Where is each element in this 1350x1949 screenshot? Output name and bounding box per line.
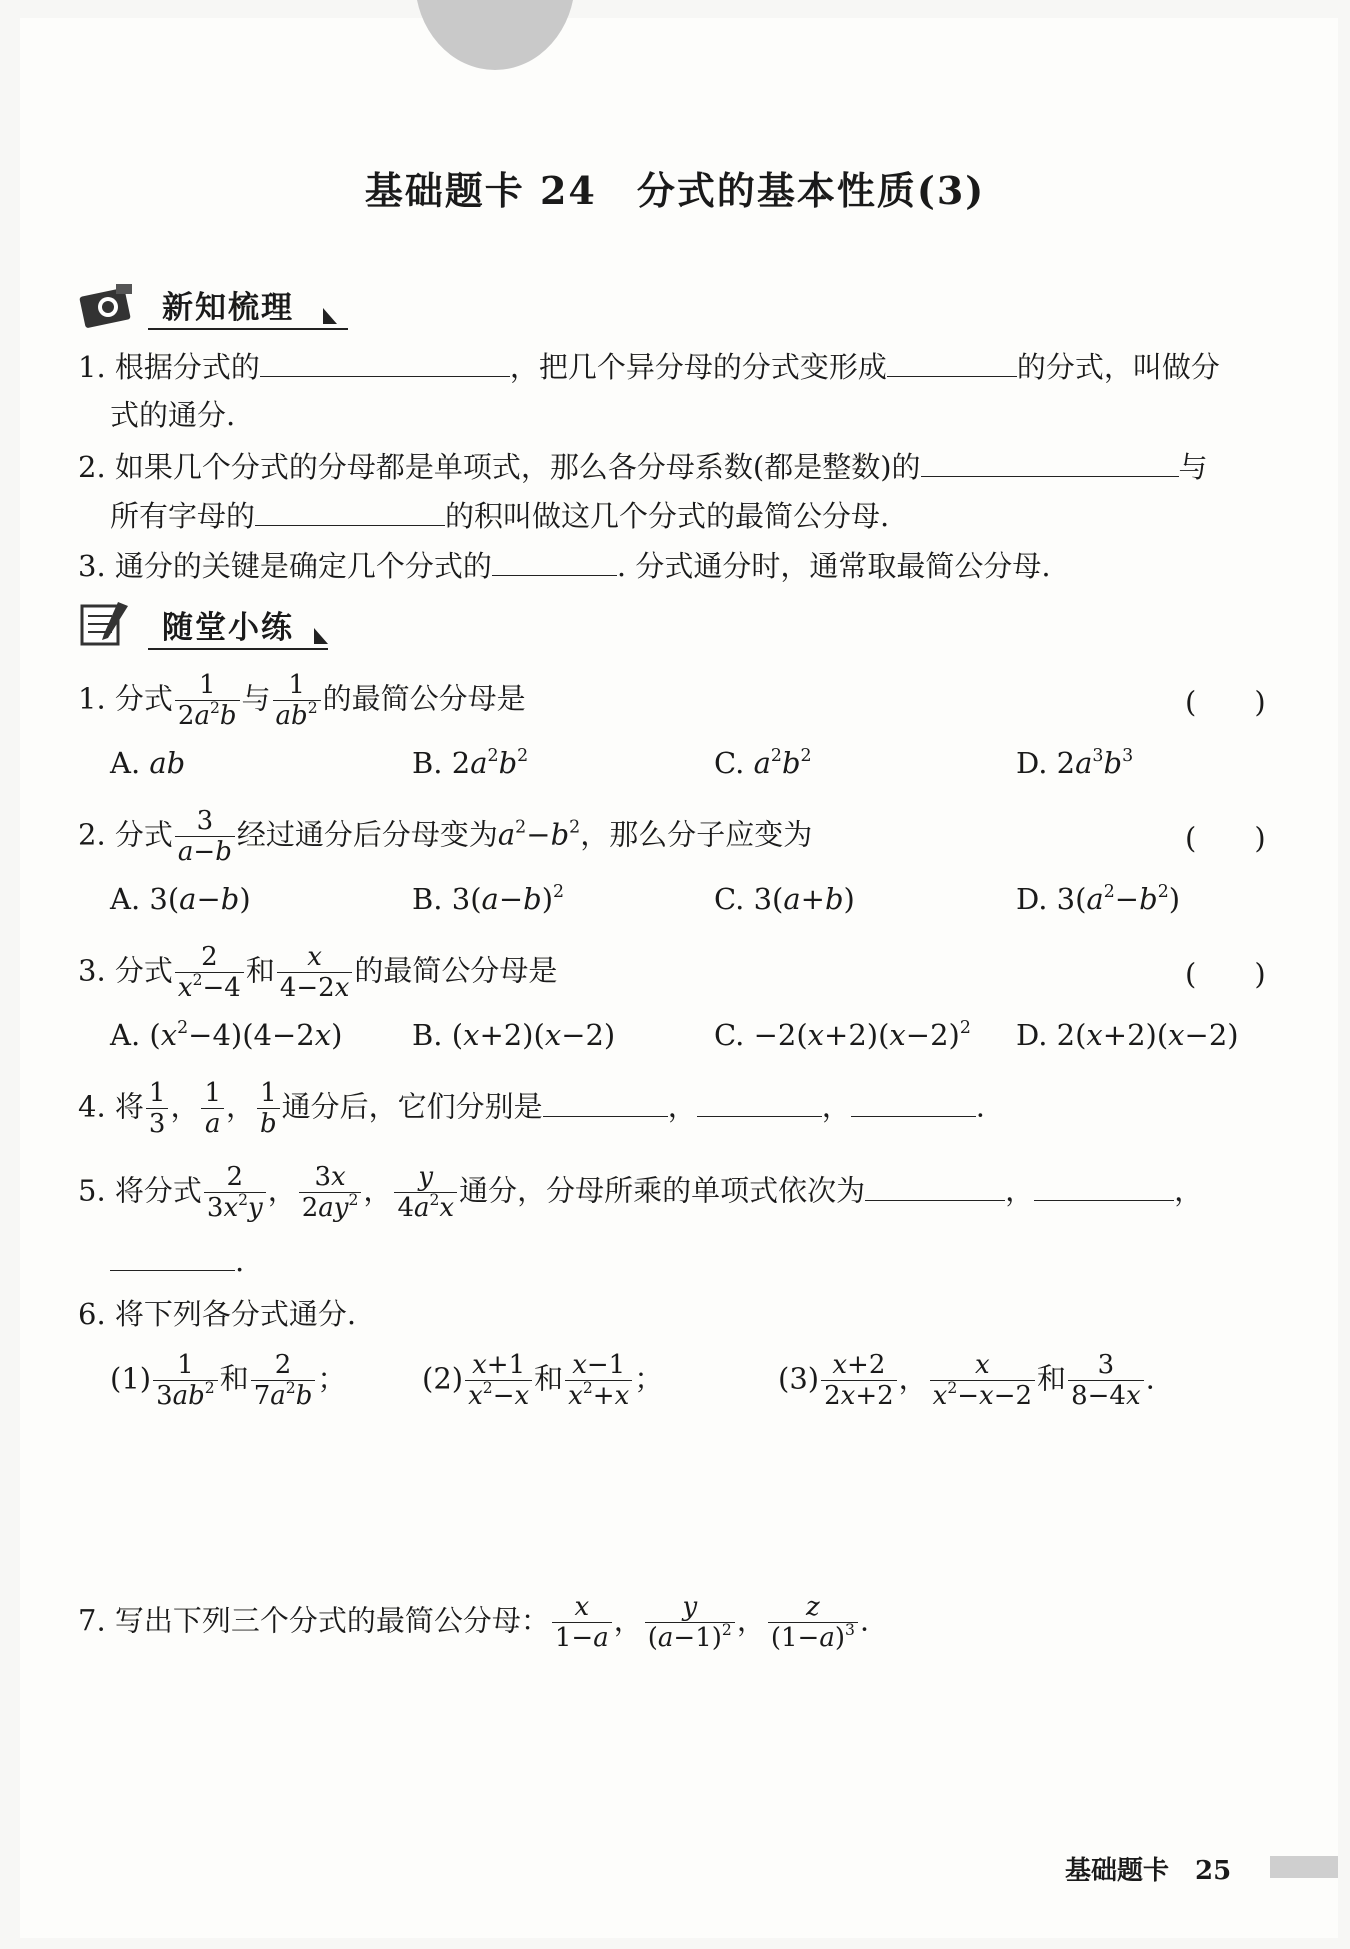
answer-blank[interactable] (865, 1170, 1005, 1201)
option-d[interactable]: D. $2a^3b^3$ (1016, 745, 1134, 780)
answer-blank[interactable] (255, 495, 445, 526)
page-title: 基础题卡 24 分式的基本性质(3) (364, 168, 986, 213)
concept-q1: 1. 根据分式的 ，把几个异分母的分式变形成 的分式，叫做分 (78, 346, 1220, 387)
practice-q5-cont: . (110, 1240, 244, 1281)
option-a[interactable]: A. ab (110, 746, 186, 780)
answer-blank[interactable] (492, 545, 617, 576)
option-b[interactable]: B. (x+2)(x−2) (412, 1018, 616, 1052)
concept-q2: 2. 如果几个分式的分母都是单项式，那么各分母系数(都是整数)的 与 (78, 446, 1208, 487)
option-c[interactable]: C. $-2(x+2)(x-2)^2$ (714, 1017, 971, 1052)
option-b[interactable]: B. $3(a-b)^2$ (412, 881, 565, 916)
practice-q6-part3: (3) $\frac{x+2}{2x+2}$ ， $\frac{x}{x^2-x-2}$ 和 $\frac{3}{8-4x}$ . (778, 1350, 1155, 1411)
practice-q2: 2. 分式 $\frac{3}{a-b}$ 经过通分后分母变为$a^2-b^2$，那么分子应变为 (78, 806, 813, 867)
footer-bar (1270, 1856, 1338, 1878)
answer-bracket[interactable]: ( ) (1185, 957, 1266, 991)
practice-q4: 4. 将 $\frac{1}{3}$ ， $\frac{1}{a}$ ， $\frac{1}{b}$ 通分后，它们分别是 ， ， . (78, 1078, 985, 1139)
answer-blank[interactable] (887, 346, 1017, 377)
practice-q7: 7. 写出下列三个分式的最简公分母： $\frac{x}{1-a}$ ， $\frac{y}{(a-1)^2}$ ， $\frac{z}{(1-a)^3}$ . (78, 1592, 870, 1653)
answer-blank[interactable] (1034, 1170, 1174, 1201)
section-arrow (323, 308, 337, 324)
page-number: 25 (1195, 1856, 1232, 1886)
answer-bracket[interactable]: ( ) (1185, 685, 1266, 719)
option-c[interactable]: C. 3(a+b) (714, 882, 855, 916)
section-header-new-knowledge (78, 278, 346, 330)
practice-q5: 5. 将分式 $\frac{2}{3x^2y}$ ， $\frac{3x}{2ay^2}$ ， $\frac{y}{4a^2x}$ 通分，分母所乘的单项式依次为 ， ， (78, 1162, 1204, 1223)
option-d[interactable]: D. $3(a^2-b^2)$ (1016, 881, 1181, 916)
section-label: 随堂小练 (162, 610, 294, 646)
section-label: 新知梳理 (162, 290, 294, 326)
practice-q6-part1: (1) $\frac{1}{3ab^2}$ 和 $\frac{2}{7a^2b}$ ； (110, 1350, 347, 1411)
concept-q2-cont: 所有字母的 的积叫做这几个分式的最简公分母. (110, 495, 889, 536)
section-underline (148, 328, 348, 330)
answer-blank[interactable] (260, 346, 510, 377)
notebook-pen-icon (78, 598, 138, 648)
page-footer: 基础题卡 25 (1065, 1856, 1232, 1886)
practice-q3: 3. 分式 $\frac{2}{x^2-4}$ 和 $\frac{x}{4-2x}$ 的最简公分母是 (78, 942, 558, 1003)
section-header-practice (78, 598, 336, 650)
option-a[interactable]: A. 3(a−b) (110, 882, 251, 916)
practice-q1: 1. 分式 $\frac{1}{2a^2b}$ 与 $\frac{1}{ab^2}$ 的最简公分母是 (78, 670, 526, 731)
option-d[interactable]: D. 2(x+2)(x−2) (1016, 1018, 1239, 1052)
section-arrow (314, 628, 328, 644)
section-underline (148, 648, 328, 650)
answer-bracket[interactable]: ( ) (1185, 821, 1266, 855)
practice-q6-title: 6. 将下列各分式通分. (78, 1297, 357, 1331)
concept-q1-cont: 式的通分. (110, 398, 236, 432)
answer-blank[interactable] (110, 1240, 235, 1271)
answer-blank[interactable] (543, 1086, 668, 1117)
concept-q3: 3. 通分的关键是确定几个分式的 . 分式通分时，通常取最简公分母. (78, 545, 1051, 586)
camera-icon (78, 278, 138, 328)
answer-blank[interactable] (697, 1086, 822, 1117)
practice-q6-part2: (2) $\frac{x+1}{x^2-x}$ 和 $\frac{x-1}{x^2+x}$ ； (422, 1350, 664, 1411)
option-a[interactable]: A. $(x^2-4)(4-2x)$ (110, 1017, 343, 1052)
option-c[interactable]: C. $a^2b^2$ (714, 745, 812, 780)
answer-blank[interactable] (921, 446, 1179, 477)
option-b[interactable]: B. $2a^2b^2$ (412, 745, 529, 780)
answer-blank[interactable] (851, 1086, 976, 1117)
